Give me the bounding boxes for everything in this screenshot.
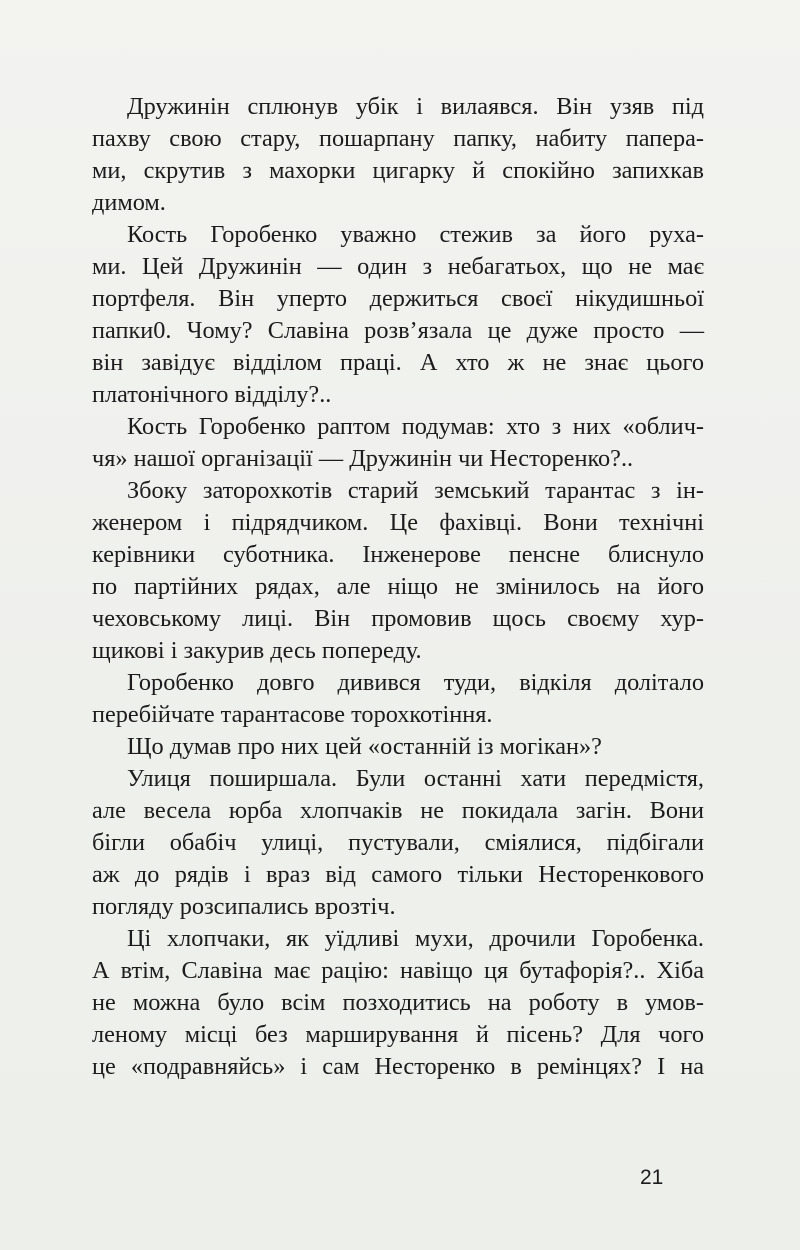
text-line: Кость Горобенко уважно стежив за його руха- xyxy=(127,221,704,248)
text-line: щикові і закурив десь попереду. xyxy=(92,637,422,664)
text-line: папки0. Чому? Славіна розв’язала це дуже просто — xyxy=(92,317,704,344)
text-line: Горобенко довго дивився туди, відкіля долітало xyxy=(127,669,704,696)
text-line: ми, скрутив з махорки цигарку й спокійно запихкав xyxy=(92,157,704,184)
text-line: чеховському лиці. Він промовив щось своєму хур- xyxy=(92,605,704,632)
text-line: Що думав про них цей «останній із могікан»? xyxy=(127,733,602,760)
text-line: але весела юрба хлопчаків не покидала загін. Вони xyxy=(92,797,704,824)
text-line: Кость Горобенко раптом подумав: хто з них «облич- xyxy=(127,413,704,440)
text-line: леному місці без марширування й пісень? Для чого xyxy=(92,1021,704,1048)
text-line: він завідує відділом праці. А хто ж не знає цього xyxy=(92,349,704,376)
text-line: Збоку заторохкотів старий земський тарантас з ін- xyxy=(127,477,704,504)
text-line: женером і підрядчиком. Це фахівці. Вони технічні xyxy=(92,509,704,536)
text-line: портфеля. Він уперто держиться своєї нікудишньої xyxy=(92,285,704,312)
text-line: по партійних рядах, але ніщо не змінилось на його xyxy=(92,573,704,600)
text-line: пахву свою стару, пошарпану папку, набиту папера- xyxy=(92,125,704,152)
text-line: А втім, Славіна має рацію: навіщо ця бутафорія?.. Хіба xyxy=(92,957,704,984)
text-line: димом. xyxy=(92,189,166,216)
text-line: керівники суботника. Інженерове пенсне блиснуло xyxy=(92,541,704,568)
body-text xyxy=(92,91,704,1083)
text-line: це «подравняйсь» і сам Несторенко в ремінцях? І на xyxy=(92,1053,704,1080)
text-line: Улиця поширшала. Були останні хати передмістя, xyxy=(127,765,704,792)
text-line: погляду розсипались врозтіч. xyxy=(92,893,396,920)
text-line: перебійчате тарантасове торохкотіння. xyxy=(92,701,493,728)
text-line: аж до рядів і враз від самого тільки Несторенкового xyxy=(92,861,704,888)
text-line: бігли обабіч улиці, пустували, сміялися, підбігали xyxy=(92,829,704,856)
text-line: ми. Цей Дружинін — один з небагатьох, що не має xyxy=(92,253,704,280)
text-line: платонічного відділу?.. xyxy=(92,381,332,408)
text-line: Дружинін сплюнув убік і вилаявся. Він узяв під xyxy=(127,93,704,120)
text-line: Ці хлопчаки, як уїдливі мухи, дрочили Горобенка. xyxy=(127,925,704,952)
text-line: не можна було всім позходитись на роботу в умов- xyxy=(92,989,704,1016)
text-line: чя» нашої організації — Дружинін чи Несторенко?.. xyxy=(92,445,634,472)
page-number: 21 xyxy=(640,1166,664,1189)
